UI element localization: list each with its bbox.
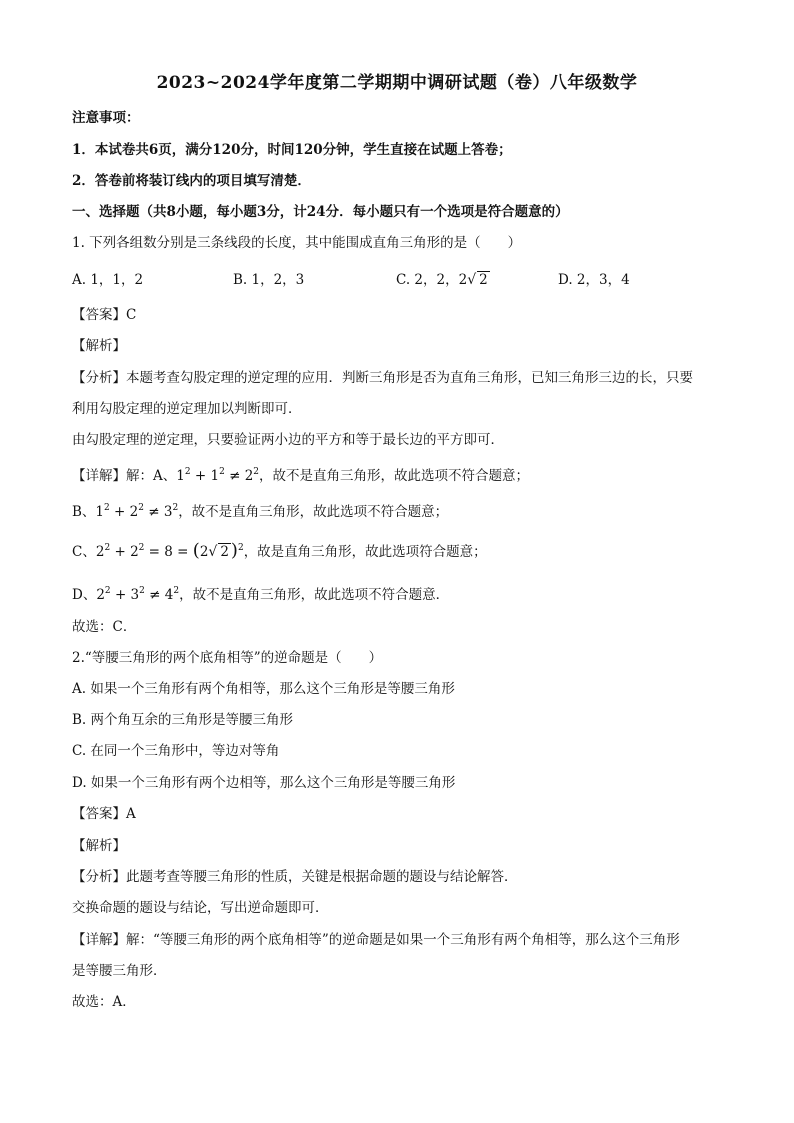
q1-detail-a-text: ，故不是直角三角形，故此选项不符合题意； [259,468,530,484]
notice-item-1: 1．本试卷共6页，满分120分，时间120分钟，学生直接在试题上答卷； [72,142,512,158]
q2-option-d: D. 如果一个三角形有两个边相等，那么这个三角形是等腰三角形 [72,775,456,791]
q2-detail-line-1: 【详解】解：“等腰三角形的两个底角相等”的逆命题是如果一个三角形有两个角相等，那么这个三角形 [72,932,680,948]
q1-detail-c-text: ，故是直角三角形，故此选项符合题意； [243,544,487,560]
q1-conclusion: 故选：C． [72,619,137,635]
q1-detail-d-text: ，故不是直角三角形，故此选项不符合题意． [179,587,450,603]
q1-option-c-coef: 2 [458,272,468,288]
q1-analysis-line-2: 利用勾股定理的逆定理加以判断即可． [72,401,302,417]
q1-option-b: B. 1，2，3 [233,272,305,288]
page-title: 2023~2024学年度第二学期期中调研试题（卷）八年级数学 [156,73,638,93]
q2-analysis-line-1: 【分析】此题考查等腰三角形的性质，关键是根据命题的题设与结论解答． [72,869,518,885]
q1-detail-c-prefix: C、 [72,544,96,560]
q1-detail-d-formula: $2^2 + 3^2 \ne 4^2$ [96,586,180,603]
q1-detail-d [72,581,734,605]
q1-detail-b-prefix: B、 [72,504,96,520]
question-1-stem: 1. 下列各组数分别是三条线段的长度，其中能围成直角三角形的是（ ） [72,235,522,251]
q2-option-a: A. 如果一个三角形有两个角相等，那么这个三角形是等腰三角形 [72,681,455,697]
q1-analysis-line-1: 【分析】本题考查勾股定理的逆定理的应用．判断三角形是否为直角三角形，已知三角形三边的长，只要 [72,370,693,386]
q1-detail-b-formula: $1^2 + 2^2 \ne 3^2$ [95,503,179,520]
q2-analysis-line-2: 交换命题的题设与结论，写出逆命题即可． [72,900,329,916]
q1-analysis-line-3: 由勾股定理的逆定理，只要验证两小边的平方和等于最长边的平方即可． [72,432,504,448]
q1-detail-a-formula: $1^2 + 1^2 \ne 2^2$ [176,467,260,484]
q1-analysis-label: 【解析】 [72,338,126,354]
q1-detail-c-formula: $2^2 + 2^2 = 8 = (2√$ 2 )$^2$ [95,540,244,561]
q1-option-c-prefix: C. 2，2， [396,272,459,288]
question-2-stem: 2.“等腰三角形的两个底角相等”的逆命题是（ ） [72,650,383,666]
q2-option-b: B. 两个角互余的三角形是等腰三角形 [72,712,294,728]
q2-answer: 【答案】A [72,806,136,822]
q1-detail-a-prefix: 【详解】解：A、 [72,468,177,484]
q1-option-a: A. 1，1，2 [72,272,144,288]
q1-detail-b [72,498,734,522]
q1-detail-a [72,462,734,486]
q2-option-c: C. 在同一个三角形中，等边对等角 [72,743,280,759]
q1-option-c-radicand: 2 [479,272,488,288]
q1-option-c [396,270,490,290]
notice-item-2: 2．答卷前将装订线内的项目填写清楚． [72,173,311,189]
notice-heading: 注意事项： [72,110,140,126]
q1-option-d: D. 2，3，4 [558,272,630,288]
q1-detail-d-prefix: D、 [72,587,97,603]
q2-detail-line-2: 是等腰三角形． [72,963,167,979]
q1-detail-b-text: ，故不是直角三角形，故此选项不符合题意； [178,504,449,520]
q1-detail-c [72,538,734,562]
q1-answer: 【答案】C [72,307,137,323]
q2-conclusion: 故选：A． [72,994,136,1010]
sqrt-icon: √ [467,272,477,288]
section-heading: 一、选择题（共8小题，每小题3分，计24分．每小题只有一个选项是符合题意的） [72,204,569,220]
q2-analysis-label: 【解析】 [72,838,126,854]
